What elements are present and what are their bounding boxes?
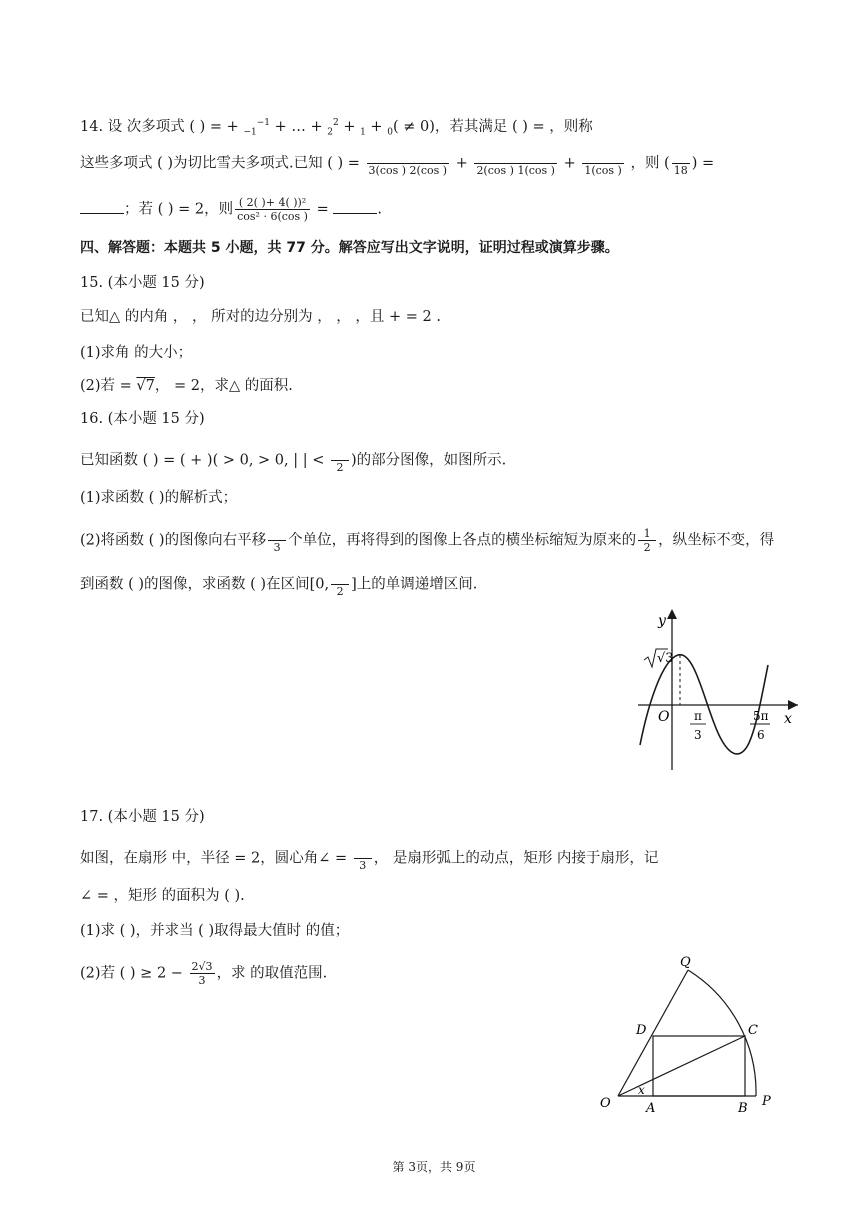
fraction: $\frac{\text{( 2( )+ 4( ))²}}{\text{cos² · 6(cos )}}$ — [237, 196, 308, 223]
q14-text-c: + — [338, 118, 361, 135]
q14-text: ) = — [691, 155, 715, 172]
q14-sup: −1 — [256, 118, 270, 128]
q16-line2: (1)求函数 ( )的解析式； — [80, 490, 238, 506]
tick1-denominator: 3 — [694, 728, 702, 742]
point-A-label: A — [646, 1101, 656, 1116]
point-P-label: P — [762, 1094, 771, 1109]
q17-heading: 17. (本小题 15 分) — [80, 809, 205, 825]
point-D-label: D — [636, 1023, 647, 1038]
y-axis-label: y — [658, 613, 666, 629]
q16-line4 — [80, 571, 477, 598]
q14-sub: 1 — [360, 127, 366, 138]
q17-text: 如图，在扇形 中，半径 = 2，圆心角∠ = — [80, 850, 352, 867]
plus-sign: + — [455, 155, 468, 172]
q15-heading: 15. (本小题 15 分) — [80, 275, 205, 291]
sine-curve — [640, 655, 768, 754]
q14-text-a: 14. 设 次多项式 ( ) = + — [80, 118, 244, 135]
sector-arc — [688, 970, 756, 1096]
fraction: 2(cos ) 1(cos ) — [474, 150, 557, 177]
q14-text: ，则 ( — [630, 155, 670, 172]
fraction: $\frac{2√3}{3}$ — [191, 960, 213, 987]
q14-line3 — [80, 196, 382, 223]
q15-text: (2)若 = — [80, 378, 137, 394]
fraction: 2 — [331, 571, 349, 598]
ymax-label: √3 — [657, 651, 674, 666]
sqrt: √7 — [136, 378, 155, 394]
fraction: 2 — [331, 447, 349, 474]
fraction: $\frac{1}{2}$ — [638, 527, 656, 554]
q16-text: (2)将函数 ( )的图像向右平移 — [80, 532, 267, 549]
q14-text: ；若 ( ) = 2，则 — [124, 201, 234, 218]
q14-sub: 0 — [387, 127, 393, 138]
answer-blank — [80, 199, 124, 214]
y-axis-arrow-icon — [667, 609, 677, 619]
q14-text: . — [377, 201, 382, 218]
section-heading: 四、解答题：本题共 5 小题，共 77 分。解答应写出文字说明，证明过程或演算步骤。 — [80, 240, 619, 256]
q17-text: (2)若 ( ) ≥ 2 − — [80, 965, 188, 982]
q14-text-e: ( ≠ 0)，若其满足 ( ) = ，则称 — [392, 118, 593, 135]
angle-x-label: x — [638, 1083, 645, 1097]
q14-text: = — [311, 201, 334, 218]
x-axis-label: x — [784, 711, 792, 727]
q17-line1 — [80, 845, 658, 872]
plus-sign: + — [563, 155, 576, 172]
page-footer: 第 3页，共 9页 — [392, 1160, 476, 1174]
fraction: 3 — [268, 527, 286, 554]
q17-text: ，求 的取值范围. — [216, 965, 328, 982]
q14-sup: 2 — [332, 118, 339, 128]
q15-line3 — [80, 375, 293, 397]
fraction: 1(cos ) — [582, 150, 624, 177]
q16-text: 个单位，再将得到的图像上各点的横坐标缩短为原来的 — [288, 532, 637, 549]
q14-text-d: + — [365, 118, 388, 135]
point-O-label: O — [600, 1096, 611, 1111]
fraction: 18 — [672, 150, 690, 177]
tick2-denominator: 6 — [757, 728, 765, 742]
x-axis-arrow-icon — [788, 700, 798, 710]
point-C-label: C — [748, 1023, 758, 1038]
q17-text: ， 是扇形弧上的动点，矩形 内接于扇形，记 — [373, 850, 659, 867]
q14-text-b: + … + — [270, 118, 328, 135]
q16-line1 — [80, 447, 506, 474]
tick2-numerator: 5π — [753, 709, 769, 723]
q14-line2 — [80, 150, 714, 177]
q14-text: 这些多项式 ( )为切比雪夫多项式.已知 ( ) = — [80, 155, 365, 172]
answer-blank — [333, 199, 377, 214]
origin-label: O — [658, 709, 670, 725]
q16-text: ]上的单调递增区间. — [351, 576, 478, 593]
sector-graph — [592, 950, 792, 1125]
q16-text: )的部分图像，如图所示. — [351, 452, 507, 469]
point-B-label: B — [738, 1101, 748, 1116]
q17-line3: (1)求 ( )，并求当 ( )取得最大值时 的值； — [80, 923, 350, 939]
tick1-numerator: π — [694, 709, 702, 723]
q14-line1 — [80, 112, 593, 144]
fraction: 3(cos ) 2(cos ) — [367, 150, 450, 177]
q14-sub: 2 — [327, 127, 333, 138]
point-Q-label: Q — [680, 955, 691, 970]
q17-line4 — [80, 960, 327, 987]
q15-text: ， = 2，求△ 的面积. — [154, 378, 293, 394]
q16-text: ，纵坐标不变，得 — [658, 532, 775, 549]
fraction: 3 — [354, 845, 372, 872]
q15-line1: 已知△ 的内角 ， ， 所对的边分别为 ， ， ，且 + = 2 . — [80, 309, 441, 325]
q16-line3 — [80, 527, 774, 554]
q15-line2: (1)求角 的大小； — [80, 345, 193, 361]
q17-line2: ∠ = ，矩形 的面积为 ( ). — [80, 888, 245, 904]
q16-text: 已知函数 ( ) = ( + )( > 0, > 0, | | < — [80, 452, 329, 469]
q16-text: 到函数 ( )的图像，求函数 ( )在区间[0, — [80, 576, 330, 593]
q14-sub: −1 — [243, 127, 257, 138]
q16-heading: 16. (本小题 15 分) — [80, 411, 205, 427]
sine-graph — [628, 605, 808, 775]
rectangle-ABCD — [653, 1036, 745, 1096]
